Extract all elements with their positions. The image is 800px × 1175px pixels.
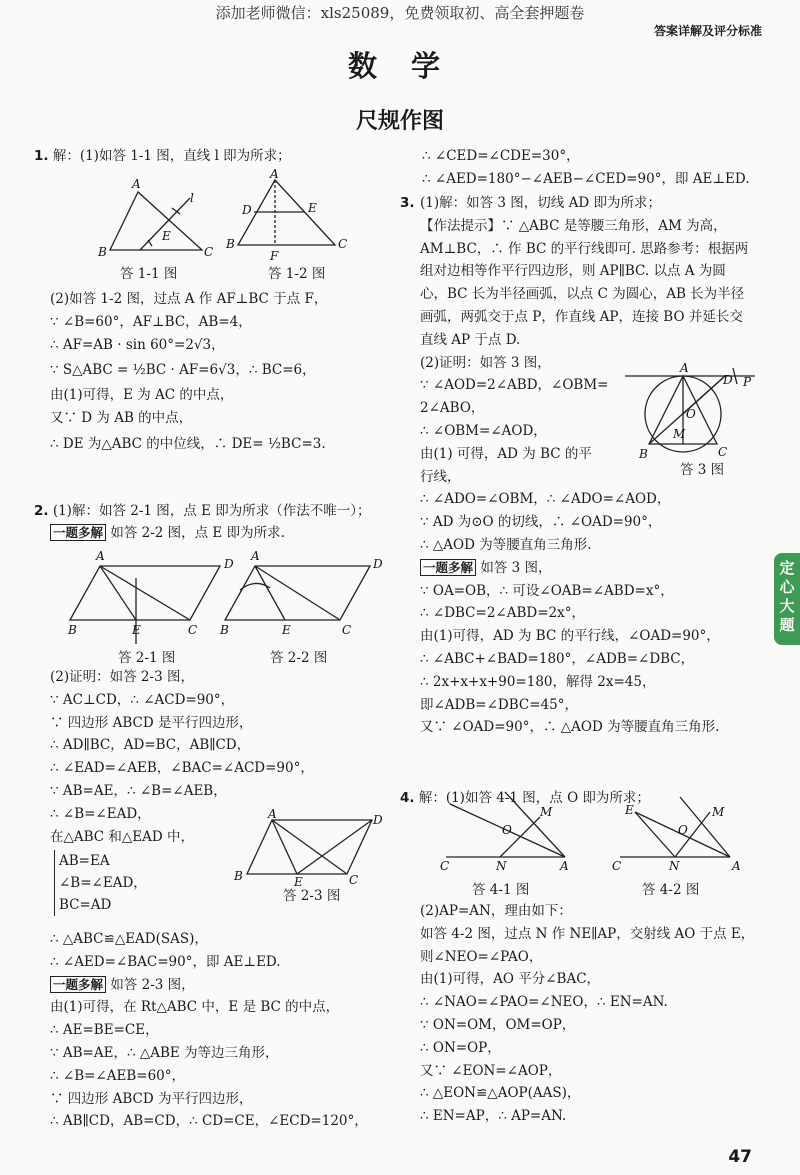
multi-solution-badge: 一题多解 — [420, 559, 476, 576]
q4-header — [400, 787, 650, 810]
q2-text: ∵ 四边形 ABCD 为平行四边形， — [50, 1090, 253, 1107]
q1-header — [34, 145, 291, 168]
q3-text: AM⊥BC，∴ 作 BC 的平行线即可. 思路参考：根据两 — [420, 240, 749, 257]
q4-text: 由(1)可得，AO 平分∠BAC， — [420, 971, 601, 988]
q3-text: 又∵ ∠OAD=90°，∴ △AOD 为等腰直角三角形. — [420, 719, 720, 736]
q2-alt1-text: 如答 2-2 图，点 E 即为所求. — [110, 525, 285, 541]
svg-text:E: E — [308, 201, 317, 215]
fig4-1-caption: 答 4-1 图 — [472, 882, 530, 898]
q1-text: ∵ ∠B=60°，AF⊥BC，AB=4， — [50, 313, 252, 330]
multi-solution-badge: 一题多解 — [50, 976, 106, 993]
q2-text: ∴ ∠B=∠AEB=60°， — [50, 1067, 185, 1084]
svg-text:F: F — [270, 249, 279, 263]
q2-line1: (1)解：如答 2-1 图，点 E 即为所求（作法不唯一）； — [52, 503, 371, 519]
q3-text: 画弧，两弧交于点 P，作直线 AP，连接 BO 并延长交 — [420, 308, 743, 325]
svg-text:O: O — [678, 823, 688, 837]
q4-text: 又∵ ∠EON=∠AOP， — [420, 1062, 562, 1079]
svg-text:B: B — [234, 869, 243, 883]
q2-text: ∵ 四边形 ABCD 是平行四边形， — [50, 714, 253, 731]
svg-text:A: A — [680, 361, 689, 375]
q4-text: ∴ ∠NAO=∠PAO=∠NEO，∴ EN=AN. — [420, 994, 668, 1011]
header-label: 答案详解及评分标准 — [653, 24, 762, 38]
q3-text: 即∠ADB=∠DBC=45°， — [420, 696, 578, 713]
fig1-1-caption: 答 1-1 图 — [120, 266, 178, 282]
q2-system — [54, 850, 147, 916]
fig1-2-caption: 答 1-2 图 — [268, 266, 326, 282]
svg-text:C: C — [349, 873, 359, 887]
side-tab-char: 大 — [779, 597, 795, 615]
q2-system-line: ∠B=∠EAD， — [59, 875, 147, 891]
q4-text: 则∠NEO=∠PAO， — [420, 948, 543, 965]
multi-solution-badge: 一题多解 — [50, 524, 106, 541]
q2-text: ∵ AC⊥CD，∴ ∠ACD=90°， — [50, 691, 235, 708]
q3-text: ∴ ∠DBC=2∠ABD=2x°， — [420, 605, 585, 622]
figure-2 — [68, 548, 383, 648]
q4-text: 如答 4-2 图，过点 N 作 NE∥AP，交射线 AO 于点 E， — [420, 925, 755, 942]
q3-text: (2)证明：如答 3 图， — [420, 354, 551, 371]
svg-text:A: A — [270, 167, 279, 181]
side-tab-char: 心 — [779, 578, 795, 596]
watermark: 添加老师微信：xls25089，免费领取初、高全套押题卷 — [215, 4, 585, 22]
svg-text:A: A — [251, 549, 260, 563]
q2-text: ∵ AB=AE，∴ △ABE 为等边三角形， — [50, 1044, 279, 1061]
q2-text: ∴ ∠EAD=∠AEB，∠BAC=∠ACD=90°， — [50, 760, 314, 777]
q2-alt2 — [50, 974, 368, 997]
svg-text:B: B — [639, 447, 648, 461]
svg-text:C: C — [204, 245, 214, 259]
q2-alt2-text: 如答 2-3 图， — [110, 976, 195, 993]
svg-text:D: D — [373, 557, 383, 571]
q3-text: (1)解：如答 3 图，切线 AD 即为所求； — [420, 195, 661, 211]
svg-text:O: O — [686, 407, 696, 421]
q3-alt-text: 如答 3 图， — [480, 559, 552, 576]
q2-text: ∴ AE=BE=CE， — [50, 1022, 159, 1039]
q4-text: ∴ EN=AP，∴ AP=AN. — [420, 1108, 567, 1125]
fig4-2-caption: 答 4-2 图 — [642, 882, 700, 898]
q2-number: 2. — [34, 503, 49, 519]
q1-text: 由(1)可得，E 为 AC 的中点， — [50, 387, 234, 404]
q3-alt — [420, 557, 748, 580]
svg-text:D: D — [242, 203, 252, 217]
q3-number: 3. — [400, 195, 415, 211]
svg-text:E: E — [162, 229, 171, 243]
q2-text: (2)证明：如答 2-3 图， — [50, 669, 194, 685]
svg-text:M: M — [712, 805, 725, 819]
q4-text: ∴ ON=OP， — [420, 1039, 501, 1056]
figure-4 — [440, 803, 741, 882]
fig2-1-caption: 答 2-1 图 — [118, 650, 176, 666]
fig3-caption: 答 3 图 — [680, 462, 725, 478]
svg-text:A: A — [132, 177, 141, 191]
page-title: 数 学 — [347, 49, 453, 83]
svg-text:B: B — [220, 623, 229, 637]
q3-text: ∴ △AOD 为等腰直角三角形. — [420, 536, 592, 553]
svg-text:B: B — [226, 237, 235, 251]
svg-text:C: C — [612, 859, 622, 873]
svg-text:N: N — [496, 859, 507, 873]
q3-text: ∴ ∠ADO=∠OBM，∴ ∠ADO=∠AOD， — [420, 491, 671, 508]
q2-text: 由(1)可得，在 Rt△ABC 中，E 是 BC 的中点， — [50, 999, 340, 1016]
q4-number: 4. — [400, 790, 415, 806]
q2-text: 在△ABC 和△EAD 中， — [50, 828, 195, 845]
q3-number-wrap — [400, 192, 415, 215]
q2-text: ∴ ∠AED=∠BAC=90°，即 AE⊥ED. — [50, 953, 281, 970]
q2-cont-text: ∴ ∠CED=∠CDE=30°， — [422, 148, 580, 164]
q1-number: 1. — [34, 148, 49, 164]
svg-text:D: D — [373, 813, 383, 827]
q2-system-line: AB=EA — [59, 853, 110, 869]
q1-text: ∵ S△ABC = ½BC · AF=6√3，∴ BC=6， — [50, 362, 316, 379]
q3-text: ∵ ∠AOD=2∠ABD，∠OBM= — [420, 377, 609, 394]
q4-body — [420, 900, 754, 1128]
svg-text:M: M — [540, 805, 553, 819]
q1-text: 又∵ D 为 AB 的中点， — [50, 410, 193, 427]
q3-text: ∵ AD 为⊙O 的切线，∴ ∠OAD=90°， — [420, 514, 662, 531]
svg-text:A: A — [96, 549, 105, 563]
q3-text: 行线， — [420, 468, 461, 485]
q1-body — [50, 288, 327, 458]
svg-text:A: A — [560, 859, 569, 873]
side-tab-char: 定 — [779, 559, 795, 577]
page-number: 47 — [728, 1147, 752, 1167]
side-tab-char: 题 — [779, 616, 795, 634]
svg-text:C: C — [718, 445, 728, 459]
q1-text: (2)如答 1-2 图，过点 A 作 AF⊥BC 于点 F， — [50, 291, 328, 307]
q3-text: ∴ 2x+x+x+90=180，解得 2x=45， — [420, 673, 656, 690]
q1-text: ∴ AF=AB · sin 60°=2√3， — [50, 336, 225, 353]
svg-text:A: A — [732, 859, 741, 873]
section-title: 尺规作图 — [355, 109, 444, 134]
q3-text: 直线 AP 于点 D. — [420, 331, 521, 348]
q3-text: 由(1) 可得，AD 为 BC 的平 — [420, 445, 592, 462]
q4-line1: 解：(1)如答 4-1 图，点 O 即为所求； — [418, 790, 650, 806]
svg-text:D: D — [224, 557, 234, 571]
q3-text: ∴ ∠ABC+∠BAD=180°，∠ADB=∠DBC， — [420, 650, 695, 667]
svg-text:C: C — [338, 237, 348, 251]
q2-alt1 — [50, 522, 285, 545]
svg-text:C: C — [342, 623, 352, 637]
svg-text:N: N — [669, 859, 680, 873]
q3-text: 由(1)可得，AD 为 BC 的平行线，∠OAD=90°， — [420, 628, 720, 645]
q2-system-line: BC=AD — [59, 897, 112, 913]
side-tab — [774, 553, 800, 645]
svg-text:C: C — [188, 623, 198, 637]
q2-cont-text: ∴ ∠AED=180°−∠AEB−∠CED=90°，即 AE⊥ED. — [422, 170, 750, 187]
svg-text:C: C — [440, 859, 450, 873]
svg-text:E: E — [294, 875, 303, 889]
figure-2-3 — [232, 807, 383, 889]
svg-text:B: B — [98, 245, 107, 259]
q2-continued — [422, 145, 750, 191]
q2-text: ∴ △ABC≌△EAD(SAS)， — [50, 931, 208, 947]
q3-text: 心，BC 长为半径画弧，以点 C 为圆心，AB 长为半径 — [420, 286, 745, 303]
q2-body2 — [50, 928, 368, 1133]
fig2-3-caption: 答 2-3 图 — [283, 888, 341, 904]
q1-line1: 解：(1)如答 1-1 图，直线 l 即为所求； — [52, 148, 291, 164]
q3-text: 2∠ABO， — [420, 400, 485, 417]
q2-text: ∴ AD∥BC，AD=BC，AB∥CD， — [50, 737, 251, 754]
q2-text: ∴ ∠B=∠EAD， — [50, 805, 151, 822]
q3-text: ∴ ∠OBM=∠AOD， — [420, 422, 547, 439]
q2-header — [34, 500, 370, 523]
svg-text:l: l — [190, 191, 194, 205]
q2-text: ∵ AB=AE，∴ ∠B=∠AEB， — [50, 782, 227, 799]
svg-text:M: M — [673, 427, 686, 441]
svg-text:E: E — [282, 623, 291, 637]
q1-text: ∴ DE 为△ABC 的中位线，∴ DE= ½BC=3. — [50, 435, 326, 452]
fig2-2-caption: 答 2-2 图 — [270, 650, 328, 666]
q3-text: 【作法提示】∵ △ABC 是等腰三角形，AM 为高， — [420, 217, 727, 234]
q4-text: ∵ ON=OM，OM=OP， — [420, 1016, 576, 1033]
svg-text:E: E — [132, 623, 141, 637]
figure-3 — [625, 362, 760, 472]
q3-text: 组对边相等作平行四边形，则 AP∥BC. 以点 A 为圆 — [420, 263, 726, 280]
svg-text:E: E — [625, 803, 634, 817]
svg-text:A: A — [268, 807, 277, 821]
svg-text:D: D — [723, 373, 733, 387]
q4-text: (2)AP=AN，理由如下： — [420, 903, 572, 919]
q2-text: ∴ AB∥CD，AB=CD，∴ CD=CE，∠ECD=120°， — [50, 1113, 368, 1130]
q4-text: ∴ △EON≌△AOP(AAS)， — [420, 1085, 581, 1102]
svg-text:P: P — [743, 375, 752, 389]
q3-text: ∵ OA=OB，∴ 可设∠OAB=∠ABD=x°， — [420, 582, 674, 599]
svg-text:O: O — [502, 823, 512, 837]
svg-text:B: B — [68, 623, 77, 637]
